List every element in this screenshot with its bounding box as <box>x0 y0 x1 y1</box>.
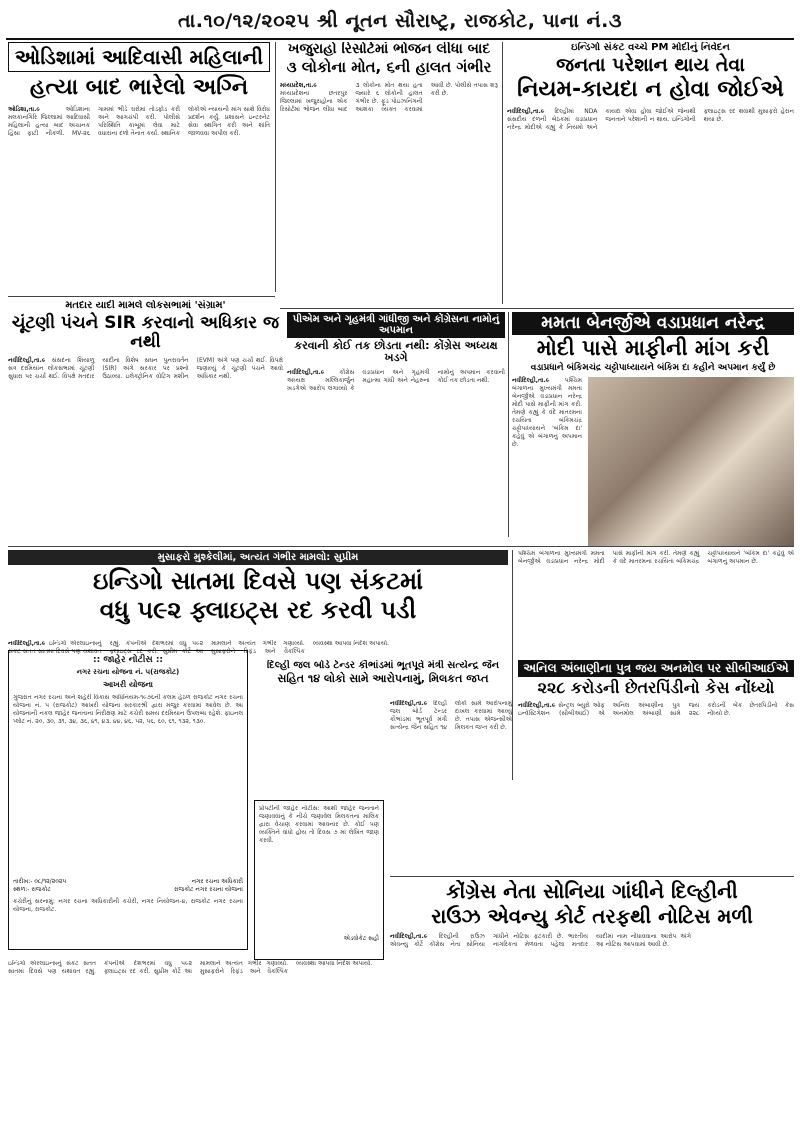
election-headline: ચૂંટણી પંચને SIR કરવાનો અધિકાર જ નથી <box>11 313 280 352</box>
mamata-headline-1: મમતા બેનર્જીએ વડાપ્રધાન નરેન્દ્ર <box>512 312 794 335</box>
election-body <box>8 357 283 540</box>
sonia-headline-1: કોંગ્રેસ નેતા સોનિયા ગાંધીને દિલ્હીની <box>446 880 738 903</box>
masthead <box>6 4 794 40</box>
indigo-main-dateline: નવીદિલ્હી,તા.૯ <box>8 640 46 647</box>
divider <box>275 42 276 292</box>
small-notice <box>254 800 384 960</box>
kharge-dateline: નવીદિલ્હી,તા.૯ <box>287 369 325 377</box>
election-text: સંસદના શિયાળુ સત્ર દરમિયાન લોકસભામાં ચૂંટણી સુધારા પર ચર્ચા થઈ. વિપક્ષે મતદાર યાદીના વિશેષ સઘન પુનરાવર્તન (SIR) અંગે સરકાર પર પ્રશ્નો ઉઠાવ્યા. ઇલેક્ટ્રોનિક વોટિંગ મશીન (EVM) અંગે પણ ચર્ચા થઈ. વિપક્ષે જણાવ્યું કે ચૂંટણી પંચને આવો અધિકાર નથી. <box>8 357 283 381</box>
khajuraho-headline-2: ૩ લોકોના મોત, ૬ની હાલત ગંભીર <box>286 58 492 77</box>
notice-body: ગુજરાત નગર રચના અને શહેરી વિકાસ અધિનિયમ-૧૯૭૬ની કલમ હેઠળ રાજકોટ નગર રચના યોજના નં. ૫ (રાજકોટ) આખરી યોજના સરકારશ્રી દ્વારા મંજુર કરવામાં આવેલ છે. આ યોજનાની નકલ જાહેર જનતાના નિરીક્ષણ માટે કચેરી સમય દરમિયાન ઉપલબ્ધ રહેશે. ફાઇનલ પ્લોટ નં. ૨૦, ૩૦, ૩૧, ૩૪, ૩૬, ૪૧, ૪૩, ૪૪, ૪૬, ૫૨, ૫૬, ૬૦, ૬૧, ૧૩૨, ૧૩૦. <box>13 694 243 725</box>
divider <box>280 308 794 309</box>
public-notice <box>8 650 248 950</box>
indigo-main-text: ઇન્ડિગો એરલાઇન્સનું સંકટ સતત સાતમા દિવસે પણ યથાવત રહ્યું. કંપનીએ દેશભરમાં વધુ ૫૯૨ ફ્લાઇટ્સ રદ કરી. સુપ્રીમ કોર્ટે આ મામલાને અત્યંત ગંભીર ગણાવ્યો. મુસાફરોને રિફંડ અને વૈકલ્પિક વ્યવસ્થા આપવા નિર્દેશ અપાયો. <box>8 640 390 655</box>
notice-address: કચેરીનું સરનામું: નગર રચના અધિકારીની કચેરી, નગર નિયોજન-૪, રાજકોટ નગર રચના યોજના, રાજકોટ. <box>13 898 243 913</box>
small-notice-footer: એડવોકેટ સહી <box>343 935 379 942</box>
indigo-pm-kicker: ઇન્ડિગો સંકટ વચ્ચે PM મોદીનું નિવેદન <box>571 42 730 53</box>
sonia-body <box>390 933 794 1113</box>
notice-title: :: જાહેર નોટીસ :: <box>92 655 164 665</box>
election-dateline: નવીદિલ્હી,તા.૯ <box>8 357 46 365</box>
notice-heading: આખરી યોજના <box>102 680 153 689</box>
divider <box>512 550 513 780</box>
indigo-pm-headline-2: નિયમ-કાયદા ન હોવા જોઈએ <box>517 76 784 102</box>
kharge-text: કોંગ્રેસ અધ્યક્ષ મલ્લિકાર્જુન ખડગેએ આરોપ લગાવ્યો કે વડાપ્રધાન અને ગૃહમંત્રી મહાત્મા ગાંધી અને નેહરુના નામોનું અપમાન કરવાની કોઈ તક છોડતા નથી. <box>287 369 505 393</box>
article-anil <box>518 660 794 870</box>
masthead-line: તા.૧૦/૧૨/૨૦૨૫ શ્રી નૂતન સૌરાષ્ટ્ર, રાજકોટ, પાના નં.૩ <box>177 10 622 32</box>
article-election <box>8 300 283 540</box>
sonia-headline-2: રાઉઝ એવન્યુ કોર્ટ તરફથી નોટિસ મળી <box>431 904 753 928</box>
odisha-body <box>8 106 270 292</box>
mamata-continued-text: પશ્ચિમ બંગાળના મુખ્યમંત્રી મમતા બેનર્જીએ વડાપ્રધાન નરેન્દ્ર મોદી પાસે માફીની માંગ કરી. તેમણે કહ્યું કે વંદે માતરમના રચયિતા બંકિમચંદ્ર ચટ્ટોપાધ્યાયને 'બંકિમ દા' કહેવું એ બંગાળનું અપમાન છે. <box>518 550 794 565</box>
divider <box>8 296 275 297</box>
article-indigo-pm <box>507 42 794 304</box>
indigo-pm-dateline: નવીદિલ્હી,તા.૯ <box>507 108 545 116</box>
kharge-body <box>287 369 505 542</box>
khajuraho-headline-1: ખજુરાહો રિસોર્ટમાં ભોજન લીધા બાદ <box>287 42 491 57</box>
kharge-headline-1: પીએમ અને ગૃહમંત્રી ગાંધીજી અને કોંગ્રેસના નામોનું અપમાન <box>287 312 505 338</box>
sonia-text: દિલ્હીની રાઉઝ એવન્યુ કોર્ટે કોંગ્રેસ નેતા સોનિયા ગાંધીને નોટિસ ફટકારી છે. ભારતીય નાગરિકતા મેળવતા પહેલા મતદાર યાદીમાં નામ નોંધાવવાના આરોપ અંગે આ નોટિસ આપવામાં આવી છે. <box>390 933 691 948</box>
article-odisha <box>8 42 270 292</box>
bottom-left-body <box>8 960 384 1130</box>
anil-headline-2: ૨૨૮ કરોડની છેતરપિંડીનો કેસ નોંધ્યો <box>537 678 775 698</box>
jain-text: દિલ્હી જલ બોર્ડ ટેન્ડર કૌભાંડમાં ભૂતપૂર્વ મંત્રી સત્યેન્દ્ર જૈન સહિત ૧૪ લોકો સામે આરોપનામું દાખલ કરવામાં આવ્યું છે. તપાસ એજન્સીએ મિલકત જપ્ત કરી છે. <box>390 700 512 731</box>
mamata-dateline: નવીદિલ્હી,તા.૯ <box>512 376 550 384</box>
notice-date: તારીખ:- ૦૮/૧૨/૨૦૨૫ <box>13 878 67 885</box>
divider <box>390 876 794 877</box>
odisha-headline-1: ઓડિશામાં આદિવાસી મહિલાની <box>8 42 270 72</box>
mamata-headline-2: મોદી પાસે માફીની માંગ કરી <box>536 335 770 360</box>
jain-dateline: નવીદિલ્હી,તા.૯ <box>390 700 428 707</box>
indigo-main-headline-2: વધુ ૫૯૨ ફ્લાઇટ્સ રદ કરવી પડી <box>99 596 417 625</box>
article-kharge <box>287 312 505 542</box>
divider <box>502 42 503 304</box>
odisha-text: ઓડિશાના મલકાનગિરિ જિલ્લામાં આદિવાસી મહિલાની હત્યા બાદ અચાનક હિંસા ફાટી નીકળી. MV-૨૬ ગામમાં ભીડે ઘરોમાં તોડફોડ કરી અને આગચંપી કરી. પોલીસે પરિસ્થિતિ કાબૂમાં લેવા માટે વધારાના દળો તૈનાત કર્યા. સ્થાનિક લોકોએ ન્યાયની માંગ સાથે વિરોધ પ્રદર્શન કર્યું. પ્રશાસને ઇન્ટરનેટ સેવા સ્થગિત કરી અને શાંતિ જાળવવા અપીલ કરી. <box>8 106 270 138</box>
indigo-main-headline-1: ઇન્ડિગો સાતમા દિવસે પણ સંકટમાં <box>93 567 423 595</box>
mamata-subhead: વડાપ્રધાને બંકિમચંદ્ર ચટ્ટોપાધ્યાયને બંકિમ દા કહીને અપમાન કર્યું છે <box>530 362 776 373</box>
odisha-headline-2: હત્યા બાદ ભારેલો અગ્નિ <box>29 75 249 100</box>
notice-signatory-1: નગર રચના અધિકારી <box>191 878 243 885</box>
anil-text: સેન્ટ્રલ બ્યુરો ઓફ ઇન્વેસ્ટિગેશન (સીબીઆઈ) એ અનિલ અંબાણીના પુત્ર જય અનમોલ અંબાણી સામે ૨૨૮ કરોડની બેંક છેતરપિંડીનો કેસ નોંધ્યો છે. <box>518 701 794 717</box>
mamata-body <box>512 377 582 547</box>
article-sonia <box>390 880 794 1130</box>
notice-place: સ્થળ:- રાજકોટ <box>13 886 51 893</box>
notice-signatory-2: રાજકોટ નગર રચના યોજના <box>173 886 243 893</box>
anil-dateline: નવીદિલ્હી,તા.૯ <box>518 701 556 709</box>
mamata-modi-photo <box>588 377 794 547</box>
indigo-pm-text: દિલ્હીમાં NDA સંસદીય દળની બેઠકમાં વડાપ્રધાન નરેન્દ્ર મોદીએ કહ્યું કે નિયમો અને કાયદા એવા હોવા જોઈએ જેનાથી જનતાને પરેશાની ન થાય. ઇન્ડિગોની ફ્લાઇટ્સ રદ થવાથી મુસાફરો હેરાન થયા છે. <box>507 108 794 132</box>
divider <box>8 546 794 547</box>
khajuraho-dateline: મધ્યપ્રદેશ,તા.૯ <box>280 81 317 89</box>
bottom-left-text: ઇન્ડિગો એરલાઇન્સનું સંકટ સતત સાતમા દિવસે પણ યથાવત રહ્યું. કંપનીએ દેશભરમાં વધુ ૫૯૨ ફ્લાઇટ્સ રદ કરી. સુપ્રીમ કોર્ટે આ મામલાને અત્યંત ગંભીર ગણાવ્યો. મુસાફરોને રિફંડ અને વૈકલ્પિક વ્યવસ્થા આપવા નિર્દેશ અપાયો. <box>8 960 373 975</box>
kharge-headline-2: કરવાની કોઈ તક છોડતા નથી: કોંગ્રેસ અધ્યક્ષ ખડગે <box>294 339 498 365</box>
anil-body <box>518 702 794 862</box>
indigo-main-kicker: મુસાફરો મુશ્કેલીમાં, અત્યંત ગંભીર મામલો: સુપ્રીમ <box>8 550 508 565</box>
indigo-pm-headline-1: જનતા પરેશાન થાય તેવા <box>556 54 745 76</box>
odisha-dateline: ઓડિશા,તા.૯ <box>8 106 40 114</box>
jain-headline-1: દિલ્હી જલ બોર્ડ ટેન્ડર કૌભાંડમાં ભૂતપૂર્વ મંત્રી સત્યેન્દ્ર જૈન <box>266 660 500 671</box>
divider <box>508 312 509 537</box>
anil-headline-1: અનિલ અંબાણીના પુત્ર જય અનમોલ પર સીબીઆઈએ <box>518 660 794 677</box>
khajuraho-body <box>280 82 498 297</box>
article-mamata <box>512 312 794 548</box>
small-notice-body: પ્રોપર્ટીની જાહેર નોટીસ: આથી જાહેર જનતાને જણાવવાનું કે નીચે જણાવેલ મિલકતના માલિક દ્વારા વેચાણ કરવામાં આવનાર છે. કોઈ પણ વ્યક્તિને વાંધો હોય તો દિવસ ૭ માં લેખિત જાણ કરવી. <box>259 805 379 844</box>
indigo-pm-body <box>507 108 794 298</box>
election-kicker: મતદાર યાદી મામલે લોકસભામાં 'સંગ્રામ' <box>65 300 226 311</box>
sonia-dateline: નવીદિલ્હી,તા.૯ <box>390 933 428 940</box>
mamata-text: પશ્ચિમ બંગાળના મુખ્યમંત્રી મમતા બેનર્જીએ વડાપ્રધાન નરેન્દ્ર મોદી પાસે માફીની માંગ કરી. તેમણે કહ્યું કે વંદે માતરમના રચયિતા બંકિમચંદ્ર ચટ્ટોપાધ્યાયને 'બંકિમ દા' કહેવું એ બંગાળનું અપમાન છે. <box>512 376 582 448</box>
notice-subtitle: નગર રચના યોજના નં. ૫(રાજકોટ) <box>76 668 180 676</box>
khajuraho-text: મધ્યપ્રદેશના છતરપુર જિલ્લામાં ખજુરાહોના એક રિસોર્ટમાં ભોજન લીધા બાદ ૩ લોકોના મોત થયા હતા જ્યારે ૬ લોકોની હાલત ગંભીર છે. ફૂડ પોઇઝનિંગની આશંકા વ્યક્ત કરવામાં આવી છે. પોલીસે તપાસ શરૂ કરી છે. <box>280 81 498 113</box>
jain-headline-2: સહિત ૧૪ લોકો સામે આરોપનામું, મિલકત જપ્ત <box>277 672 489 685</box>
article-khajuraho <box>280 42 498 304</box>
